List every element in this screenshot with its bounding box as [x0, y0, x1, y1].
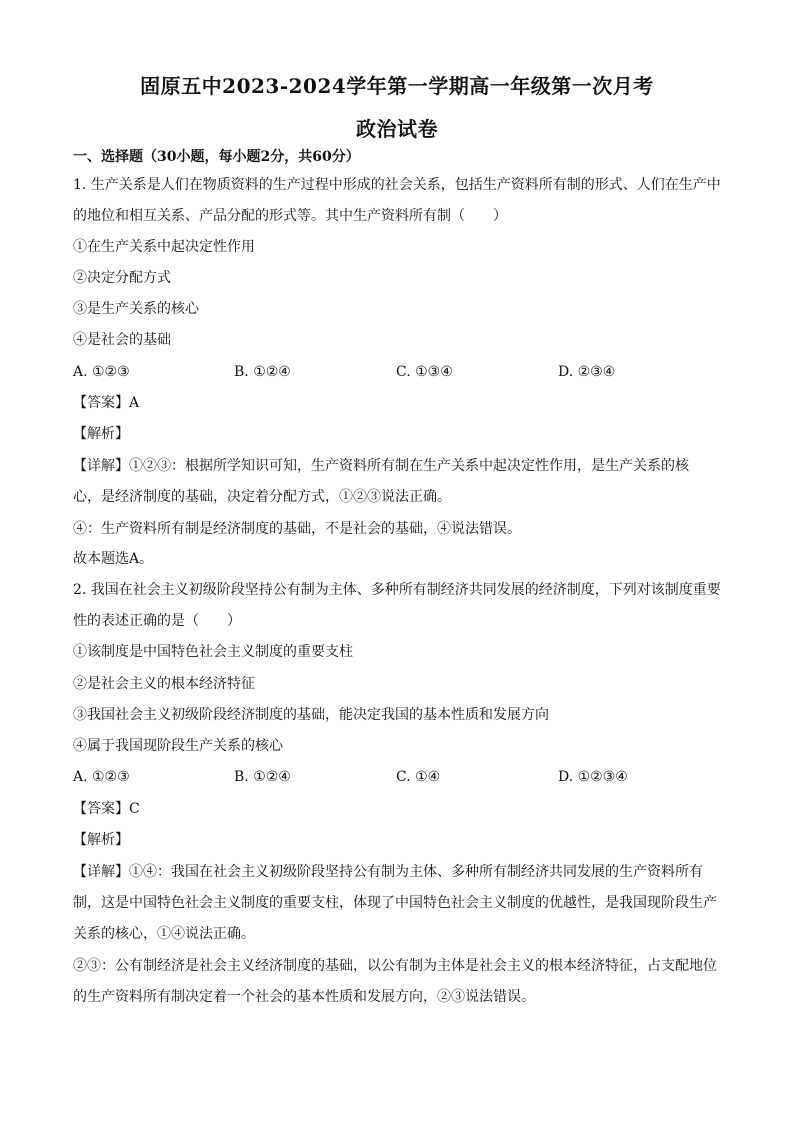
q2-detail-line2: 制，这是中国特色社会主义制度的重要支柱，体现了中国特色社会主义制度的优越性，是我国现阶段生产 [73, 895, 717, 911]
q2-option-a: A. ①②③ [73, 769, 130, 785]
q1-item-2: ②决定分配方式 [73, 270, 171, 286]
exam-subtitle: 政治试卷 [356, 117, 438, 141]
q1-conclusion: 故本题选A。 [73, 551, 154, 567]
q1-item-1: ①在生产关系中起决定性作用 [73, 239, 255, 255]
q2-item-4: ④属于我国现阶段生产关系的核心 [73, 738, 283, 754]
q1-option-b: B. ①②④ [234, 364, 291, 380]
q2-stem-line1: 2. 我国在社会主义初级阶段坚持公有制为主体、多种所有制经济共同发展的经济制度，下列对该制度重要 [73, 582, 721, 598]
q1-answer: 【答案】A [73, 395, 140, 411]
q1-analysis: 【解析】 [73, 426, 129, 442]
exam-title: 固原五中2023-2024学年第一学期高一年级第一次月考 [140, 74, 654, 98]
q2-detail-line1: 【详解】①④：我国在社会主义初级阶段坚持公有制为主体、多种所有制经济共同发展的生产资料所有 [73, 864, 703, 880]
q1-detail-line3: ④：生产资料所有制是经济制度的基础，不是社会的基础，④说法错误。 [73, 521, 521, 537]
q1-item-3: ③是生产关系的核心 [73, 301, 199, 317]
q2-option-b: B. ①②④ [234, 769, 291, 785]
q1-item-4: ④是社会的基础 [73, 332, 171, 348]
q2-detail-line4: ②③：公有制经济是社会主义经济制度的基础，以公有制为主体是社会主义的根本经济特征，占支配地位 [73, 958, 717, 974]
q2-detail-line5: 的生产资料所有制决定着一个社会的基本性质和发展方向，②③说法错误。 [73, 989, 535, 1005]
section-heading: 一、选择题（30小题，每小题2分，共60分） [73, 149, 360, 165]
q1-option-c: C. ①③④ [396, 364, 453, 380]
q2-item-3: ③我国社会主义初级阶段经济制度的基础，能决定我国的基本性质和发展方向 [73, 707, 549, 723]
q1-stem-line1: 1. 生产关系是人们在物质资料的生产过程中形成的社会关系，包括生产资料所有制的形式、人们在生产中 [73, 177, 721, 193]
q2-stem-line2: 性的表述正确的是（ ） [73, 613, 241, 629]
q1-detail-line1: 【详解】①②③：根据所学知识可知，生产资料所有制在生产关系中起决定性作用，是生产关系的核 [73, 458, 689, 474]
q1-option-d: D. ②③④ [558, 364, 616, 380]
q2-option-d: D. ①②③④ [558, 769, 628, 785]
q1-detail-line2: 心，是经济制度的基础，决定着分配方式，①②③说法正确。 [73, 489, 451, 505]
q1-option-a: A. ①②③ [73, 364, 130, 380]
q2-analysis: 【解析】 [73, 832, 129, 848]
q2-item-2: ②是社会主义的根本经济特征 [73, 676, 255, 692]
q2-detail-line3: 关系的核心，①④说法正确。 [73, 926, 255, 942]
q2-option-c: C. ①④ [396, 769, 441, 785]
q1-stem-line2: 的地位和相互关系、产品分配的形式等。其中生产资料所有制（ ） [73, 208, 507, 224]
q2-answer: 【答案】C [73, 801, 140, 817]
q2-item-1: ①该制度是中国特色社会主义制度的重要支柱 [73, 644, 353, 660]
